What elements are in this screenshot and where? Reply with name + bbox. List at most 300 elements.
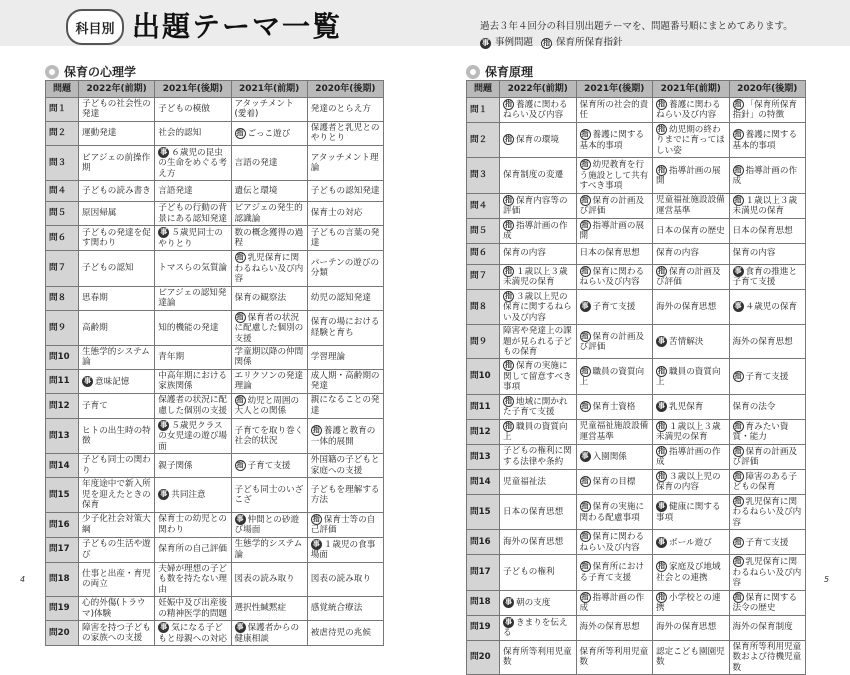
shishin-mark-icon: 指 [734, 496, 742, 505]
theme-cell: 指 養護に関わるねらい及び内容 [500, 98, 577, 123]
example-mark-icon: 事 [482, 38, 489, 47]
theme-cell: 事 意味記憶 [79, 369, 155, 393]
theme-cell: 保育士の幼児との関わり [155, 512, 231, 537]
theme-cell: 事 保護者からの健康相談 [231, 621, 307, 646]
question-number-cell: 問16 [46, 512, 79, 537]
theme-cell: 指 乳児保育に関わるねらい及び内容 [729, 494, 806, 529]
shishin-mark-icon: 指 [581, 331, 589, 340]
question-number-cell: 問８ [467, 289, 500, 324]
theme-cell: 指 保育の計画及び評価 [729, 444, 806, 469]
theme-cell: 原因帰属 [79, 202, 155, 226]
question-number-cell: 問６ [467, 243, 500, 264]
theme-cell: 指 職員の資質向上 [576, 359, 653, 394]
shishin-mark-icon: 指 [658, 124, 665, 133]
table-row [46, 621, 384, 646]
table-row [46, 562, 384, 596]
theme-cell: アタッチメント理論 [307, 145, 383, 180]
theme-cell: 指 職員の資質向上 [500, 419, 577, 444]
table-row [46, 393, 384, 418]
column-header: 問題 [467, 81, 500, 98]
table-row [467, 122, 806, 157]
theme-cell: 少子化社会対策大綱 [79, 512, 155, 537]
theme-cell: 指 保育の実施に関して留意すべき事項 [500, 359, 577, 394]
example-mark-icon: 事 [581, 452, 589, 461]
theme-cell: 保育所等利用児童数および待機児童数 [729, 640, 806, 674]
theme-cell: 事 子育て支援 [576, 289, 653, 324]
table-row [46, 512, 384, 537]
theme-cell: 子どもの発達を促す関わり [79, 226, 155, 251]
theme-cell: 親子関係 [155, 454, 231, 478]
theme-cell: ヒトの出生時の特徴 [79, 418, 155, 453]
theme-cell: 指 保育に関わるねらい及び内容 [576, 264, 653, 289]
theme-cell: 保育士の対応 [307, 202, 383, 226]
question-number-cell: 問13 [46, 418, 79, 453]
legend-example: 事 事例問題 [482, 37, 534, 48]
table-row [46, 145, 384, 180]
table-row [467, 419, 806, 444]
theme-cell: 保育の内容 [653, 243, 730, 264]
theme-cell: 保育所の自己評価 [155, 537, 231, 562]
theme-cell: 障害を持つ子どもの家族への支援 [79, 621, 155, 646]
shishin-mark-icon: 指 [658, 421, 665, 430]
theme-cell: 指 職員の資質向上 [653, 359, 730, 394]
theme-cell: 指 １歳以上３歳未満児の保育 [500, 264, 577, 289]
question-number-cell: 問12 [467, 419, 500, 444]
theme-cell: 指 保育の目標 [576, 469, 653, 494]
question-number-cell: 問17 [46, 537, 79, 562]
theme-cell: 子どもの生活や遊び [79, 537, 155, 562]
theme-cell: 指 養護に関する基本的事項 [576, 122, 653, 157]
theme-cell: 保育所の社会的責任 [576, 98, 653, 123]
theme-cell: 指 指導計画の作成 [729, 158, 806, 193]
theme-cell: 感覚統合療法 [307, 597, 383, 621]
theme-cell: 子どもの認知 [79, 251, 155, 286]
left-section-title: 保育の心理学 [45, 63, 136, 80]
theme-cell: 指 幼児と周囲の大人との関係 [231, 393, 307, 418]
theme-cell: 事 ５歳児クラスの女児達の遊び場面 [155, 418, 231, 453]
subject-badge: 科目別 [66, 9, 124, 45]
shishin-mark-icon: 指 [581, 477, 589, 486]
theme-cell: 海外の保育思想 [576, 615, 653, 640]
question-number-cell: 問５ [46, 202, 79, 226]
question-number-cell: 問３ [46, 145, 79, 180]
theme-cell: 事 きまりを伝える [500, 615, 577, 640]
theme-cell: 指 保育の計画及び評価 [576, 325, 653, 359]
question-number-cell: 問４ [467, 193, 500, 218]
shishin-mark-icon: 指 [734, 195, 742, 204]
theme-cell: 保護者と乳児とのやりとり [307, 121, 383, 145]
theme-cell: 指 小学校との連携 [653, 590, 730, 615]
table-row [46, 369, 384, 393]
theme-cell: 認定こども園園児数 [653, 640, 730, 674]
shishin-mark-icon: 指 [505, 421, 512, 430]
shishin-mark-icon: 指 [312, 514, 320, 523]
question-number-cell: 問９ [467, 325, 500, 359]
theme-cell: 事 仲間との砂遊び場面 [231, 512, 307, 537]
question-number-cell: 問10 [467, 359, 500, 394]
shishin-mark-icon: 指 [581, 160, 589, 169]
example-mark-icon: 事 [160, 420, 168, 429]
question-number-cell: 問９ [46, 310, 79, 345]
example-mark-icon: 事 [312, 539, 320, 548]
table-row [467, 615, 806, 640]
shishin-mark-icon: 指 [658, 266, 665, 275]
table-row [46, 202, 384, 226]
theme-cell: 子どもの言葉の発達 [307, 226, 383, 251]
theme-cell: 指 保育の計画及び評価 [576, 193, 653, 218]
theme-cell: 指 １歳以上３歳未満児の保育 [729, 193, 806, 218]
theme-cell: 仕事と出産・育児の両立 [79, 562, 155, 596]
theme-cell: 指 指導計画の展開 [653, 158, 730, 193]
right-theme-table [466, 80, 806, 675]
theme-cell: 子育て [79, 393, 155, 418]
question-number-cell: 問１ [46, 98, 79, 122]
theme-cell: 事 乳児保育 [653, 394, 730, 419]
theme-cell: 言語の発達 [231, 145, 307, 180]
question-number-cell: 問14 [46, 454, 79, 478]
column-header: 2022年(前期) [500, 81, 577, 98]
theme-cell: 指 保育士等の自己評価 [307, 512, 383, 537]
question-number-cell: 問13 [467, 444, 500, 469]
question-number-cell: 問15 [467, 494, 500, 529]
shishin-mark-icon: 指 [734, 130, 742, 139]
example-mark-icon: 事 [505, 617, 512, 626]
shishin-mark-icon: 指 [734, 557, 742, 566]
theme-cell: 学習理論 [307, 346, 383, 370]
theme-cell: 事 入園関係 [576, 444, 653, 469]
theme-cell: 夫婦が理想の子ども数を持たない理由 [155, 562, 231, 596]
theme-cell: 事 １歳児の食事場面 [307, 537, 383, 562]
column-header: 2021年(後期) [155, 81, 231, 98]
theme-cell: 保育制度の変遷 [500, 158, 577, 193]
example-mark-icon: 事 [160, 228, 168, 237]
theme-cell: 指 養護と教育の一体的展開 [307, 418, 383, 453]
example-mark-icon: 事 [734, 266, 742, 275]
shishin-mark-icon: 指 [658, 471, 665, 480]
theme-cell: アタッチメント(愛着) [231, 98, 307, 122]
theme-cell: 事 共同注意 [155, 478, 231, 512]
theme-cell: ピアジェの発生的認識論 [231, 202, 307, 226]
table-row [467, 264, 806, 289]
question-number-cell: 問20 [46, 621, 79, 646]
table-row [467, 193, 806, 218]
example-mark-icon: 事 [160, 147, 168, 156]
table-row [467, 98, 806, 123]
theme-cell: 子どもの模倣 [155, 98, 231, 122]
shishin-mark-icon: 指 [581, 402, 589, 411]
section-bullet-icon [466, 65, 480, 79]
theme-cell: 障害や発達上の課題が見られる子どもの保育 [500, 325, 577, 359]
theme-cell: 年度途中で新入所児を迎えたときの保育 [79, 478, 155, 512]
shishin-mark-icon: 指 [236, 128, 244, 137]
question-number-cell: 問15 [46, 478, 79, 512]
question-number-cell: 問17 [467, 555, 500, 590]
table-row [467, 359, 806, 394]
theme-cell: 社会的認知 [155, 121, 231, 145]
theme-cell: 指 子育て支援 [729, 359, 806, 394]
shishin-mark-icon: 指 [581, 220, 589, 229]
theme-cell: 事 健康に関する事項 [653, 494, 730, 529]
theme-cell: 指 子育て支援 [729, 530, 806, 555]
theme-cell: 指 １歳以上３歳未満児の保育 [653, 419, 730, 444]
table-row [46, 181, 384, 202]
shishin-mark-icon: 指 [505, 266, 512, 275]
theme-cell: 運動発達 [79, 121, 155, 145]
shishin-mark-icon: 指 [543, 38, 551, 47]
shishin-mark-icon: 指 [734, 446, 742, 455]
theme-cell: 指 幼児期の終わりまでに育ってほしい姿 [653, 122, 730, 157]
theme-cell: 子どもの権利に関する法律や条約 [500, 444, 577, 469]
shishin-mark-icon: 指 [734, 165, 742, 174]
shishin-mark-icon: 指 [734, 421, 742, 430]
theme-cell: 海外の保育制度 [729, 615, 806, 640]
theme-cell: 指 乳児保育に関わるねらい及び内容 [729, 555, 806, 590]
theme-cell: 日本の保育思想 [729, 218, 806, 243]
theme-cell: 指 乳児保育に関わるねらい及び内容 [231, 251, 307, 286]
theme-cell: 思春期 [79, 286, 155, 310]
theme-cell: 知的機能の発達 [155, 310, 231, 345]
intro-text: 過去３年４回分の科目別出題テーマを、問題番号順にまとめてあります。 [480, 21, 793, 32]
example-mark-icon: 事 [658, 337, 665, 346]
page-number-left: 4 [20, 575, 26, 584]
question-number-cell: 問12 [46, 393, 79, 418]
theme-cell: 保育の場における経験と育ち [307, 310, 383, 345]
table-row [467, 590, 806, 615]
theme-cell: 海外の保育思想 [653, 289, 730, 324]
shishin-mark-icon: 指 [236, 461, 244, 470]
theme-cell: 指 「保育所保育指針」の特徴 [729, 98, 806, 123]
shishin-mark-icon: 指 [581, 562, 589, 571]
shishin-mark-icon: 指 [581, 502, 589, 511]
shishin-mark-icon: 指 [581, 266, 589, 275]
theme-cell: 児童福祉施設設備運営基準 [653, 193, 730, 218]
example-mark-icon: 事 [658, 402, 665, 411]
column-header: 2022年(前期) [79, 81, 155, 98]
column-header: 2020年(後期) [729, 81, 806, 98]
theme-cell: 指 障害のある子どもの保育 [729, 469, 806, 494]
question-number-cell: 問11 [467, 394, 500, 419]
example-mark-icon: 事 [160, 490, 168, 499]
theme-cell: 親になることの発達 [307, 393, 383, 418]
question-number-cell: 問16 [467, 530, 500, 555]
theme-cell: 指 保育内容等の評価 [500, 193, 577, 218]
theme-cell: 成人期・高齢期の発達 [307, 369, 383, 393]
question-number-cell: 問20 [467, 640, 500, 674]
theme-cell: 事 ６歳児の昆虫の生命をめぐる考え方 [155, 145, 231, 180]
table-row [467, 289, 806, 324]
theme-cell: 指 指導計画の作成 [576, 590, 653, 615]
column-header: 2021年(後期) [576, 81, 653, 98]
question-number-cell: 問18 [46, 562, 79, 596]
theme-cell: エリクソンの発達理論 [231, 369, 307, 393]
theme-cell: 日本の保育思想 [500, 494, 577, 529]
theme-cell: 発達のとらえ方 [307, 98, 383, 122]
theme-cell: 子どもを理解する方法 [307, 478, 383, 512]
shishin-mark-icon: 指 [658, 100, 665, 108]
shishin-mark-icon: 指 [505, 220, 512, 229]
shishin-mark-icon: 指 [658, 366, 665, 375]
theme-cell: 遺伝と環境 [231, 181, 307, 202]
shishin-mark-icon: 指 [581, 592, 589, 601]
theme-cell: 数の概念獲得の過程 [231, 226, 307, 251]
theme-cell: 子どもの権利 [500, 555, 577, 590]
question-number-cell: 問１ [467, 98, 500, 123]
theme-cell: 指 保育士資格 [576, 394, 653, 419]
theme-cell: 指 指導計画の作成 [500, 218, 577, 243]
question-number-cell: 問８ [46, 286, 79, 310]
theme-cell: 子ども同士の関わり [79, 454, 155, 478]
page-title: 出題テーマ一覧 [132, 10, 343, 43]
shishin-mark-icon: 指 [505, 135, 512, 144]
theme-cell: 被虐待児の兆候 [307, 621, 383, 646]
table-row [467, 243, 806, 264]
column-header: 問題 [46, 81, 79, 98]
question-number-cell: 問19 [467, 615, 500, 640]
theme-cell: 児童福祉法 [500, 469, 577, 494]
theme-cell: 指 保育に関する法令の歴史 [729, 590, 806, 615]
theme-cell: 幼児の認知発達 [307, 286, 383, 310]
theme-cell: 指 指導計画の展開 [576, 218, 653, 243]
table-row [46, 537, 384, 562]
theme-cell: 心的外傷(トラウマ)体験 [79, 597, 155, 621]
theme-cell: 事 気になる子どもと母親への対応 [155, 621, 231, 646]
legend [480, 36, 793, 50]
section-bullet-icon [45, 65, 59, 79]
table-row [467, 530, 806, 555]
table-row [46, 98, 384, 122]
theme-cell: 子ども同士のいざこざ [231, 478, 307, 512]
column-header: 2020年(後期) [307, 81, 383, 98]
table-row [467, 555, 806, 590]
theme-cell: 指 地域に開かれた子育て支援 [500, 394, 577, 419]
table-row [46, 310, 384, 345]
legend-shishin: 指 保育所保育指針 [543, 37, 623, 48]
table-row [46, 597, 384, 621]
shishin-mark-icon: 指 [505, 100, 512, 108]
theme-cell: 指 子育て支援 [231, 454, 307, 478]
theme-cell: 事 ５歳児同士のやりとり [155, 226, 231, 251]
table-row [467, 494, 806, 529]
example-mark-icon: 事 [84, 376, 91, 385]
page-number-right: 5 [824, 575, 830, 584]
theme-cell: 高齢期 [79, 310, 155, 345]
question-number-cell: 問２ [46, 121, 79, 145]
theme-cell: 日本の保育思想 [576, 243, 653, 264]
theme-cell: 指 指導計画の作成 [653, 444, 730, 469]
theme-cell: 青年期 [155, 346, 231, 370]
table-header-row [46, 81, 384, 98]
shishin-mark-icon: 指 [734, 100, 742, 108]
example-mark-icon: 事 [160, 623, 168, 632]
theme-cell: 図表の読み取り [307, 562, 383, 596]
shishin-mark-icon: 指 [236, 395, 244, 404]
table-row [467, 640, 806, 674]
right-section-title: 保育原理 [466, 63, 533, 80]
question-number-cell: 問14 [467, 469, 500, 494]
shishin-mark-icon: 指 [236, 312, 244, 321]
theme-cell: 指 保育に関わるねらい及び内容 [576, 530, 653, 555]
example-mark-icon: 事 [581, 302, 589, 311]
example-mark-icon: 事 [236, 623, 244, 632]
theme-cell: ピアジェの前操作期 [79, 145, 155, 180]
table-row [467, 158, 806, 193]
example-mark-icon: 事 [236, 514, 244, 523]
theme-cell: ピアジェの認知発達論 [155, 286, 231, 310]
question-number-cell: 問４ [46, 181, 79, 202]
theme-cell: 保育の内容 [729, 243, 806, 264]
question-number-cell: 問11 [46, 369, 79, 393]
shishin-mark-icon: 指 [312, 426, 320, 435]
table-row [46, 418, 384, 453]
table-row [46, 478, 384, 512]
example-mark-icon: 事 [658, 502, 665, 511]
table-row [46, 121, 384, 145]
theme-cell: 指 家庭及び地域社会との連携 [653, 555, 730, 590]
theme-cell: 子どもの社会性の発達 [79, 98, 155, 122]
example-mark-icon: 事 [658, 537, 665, 546]
shishin-mark-icon: 指 [734, 471, 742, 480]
theme-cell: 言語発達 [155, 181, 231, 202]
table-row [467, 394, 806, 419]
shishin-mark-icon: 指 [658, 165, 665, 174]
table-header-row [467, 81, 806, 98]
theme-cell: 事 ４歳児の保育 [729, 289, 806, 324]
theme-cell: 生態学的システム論 [231, 537, 307, 562]
theme-cell: 保護者の状況に配慮した個別の支援 [155, 393, 231, 418]
theme-cell: トマスらの気質論 [155, 251, 231, 286]
shishin-mark-icon: 指 [505, 396, 512, 405]
theme-cell: 海外の保育思想 [500, 530, 577, 555]
column-header: 2021年(前期) [653, 81, 730, 98]
theme-cell: 指 養護に関する基本的事項 [729, 122, 806, 157]
theme-cell: 指 保育所における子育て支援 [576, 555, 653, 590]
theme-cell: 指 幼児教育を行う施設として共有すべき事項 [576, 158, 653, 193]
shishin-mark-icon: 指 [658, 592, 665, 601]
theme-cell: 事 食育の推進と子育て支援 [729, 264, 806, 289]
theme-cell: 中高年期における家族関係 [155, 369, 231, 393]
theme-cell: 日本の保育の歴史 [653, 218, 730, 243]
theme-cell: 指 ３歳以上児の保育に関するねらい及び内容 [500, 289, 577, 324]
table-row [467, 469, 806, 494]
theme-cell: 指 保育の環境 [500, 122, 577, 157]
theme-cell: 保育所等利用児童数 [576, 640, 653, 674]
table-row [467, 218, 806, 243]
shishin-mark-icon: 指 [236, 253, 244, 262]
theme-cell: 指 ３歳以上児の保育の内容 [653, 469, 730, 494]
question-number-cell: 問18 [467, 590, 500, 615]
theme-cell: 保育の内容 [500, 243, 577, 264]
column-header: 2021年(前期) [231, 81, 307, 98]
shishin-mark-icon: 指 [581, 195, 589, 204]
table-row [467, 444, 806, 469]
question-number-cell: 問３ [467, 158, 500, 193]
table-row [46, 251, 384, 286]
shishin-mark-icon: 指 [734, 592, 742, 601]
theme-cell: 学童期以降の仲間関係 [231, 346, 307, 370]
shishin-mark-icon: 指 [581, 532, 589, 541]
question-number-cell: 問５ [467, 218, 500, 243]
theme-cell: 指 保育者の状況に配慮した個別の支援 [231, 310, 307, 345]
question-number-cell: 問２ [467, 122, 500, 157]
intro-block [480, 20, 793, 50]
theme-cell: 子どもの読み書き [79, 181, 155, 202]
shishin-mark-icon: 指 [734, 371, 742, 380]
table-row [46, 286, 384, 310]
table-row [467, 325, 806, 359]
shishin-mark-icon: 指 [505, 361, 512, 370]
theme-cell: 事 ボール遊び [653, 530, 730, 555]
shishin-mark-icon: 指 [658, 562, 665, 571]
